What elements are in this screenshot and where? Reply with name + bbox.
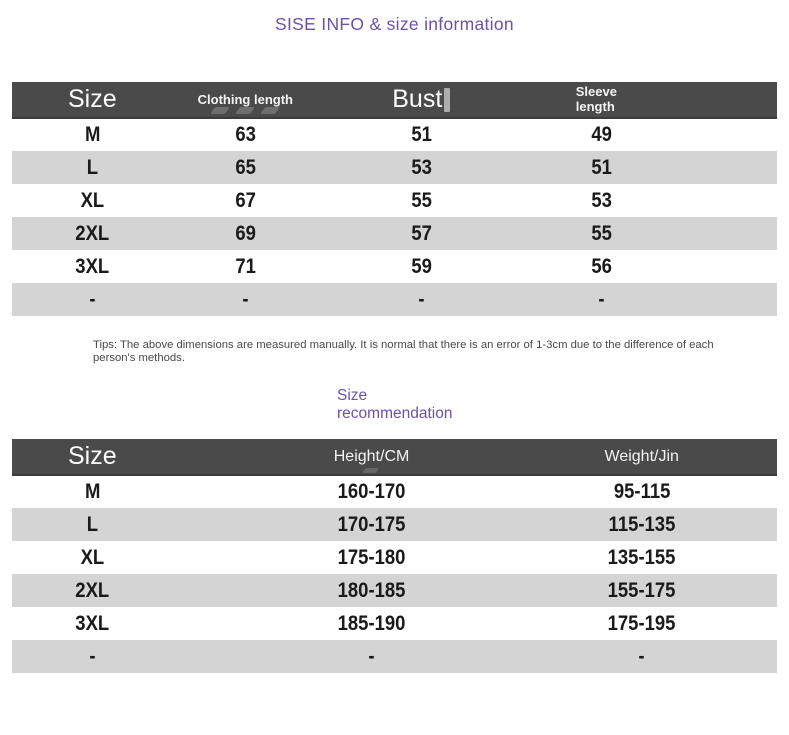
value-cell: 175-180 [337,545,406,569]
value-cell: 55 [591,221,613,245]
recommendation-table-header-size: Size [12,439,173,475]
value-cell: 185-190 [337,611,406,635]
size-cell: - [89,287,96,311]
value-cell: 95-115 [613,480,670,503]
value-cell: 71 [235,254,256,278]
table-row [12,151,777,184]
cursor-artifact [444,88,450,112]
size-cell: XL [80,545,105,569]
table-row [12,184,777,217]
recommendation-table-header-weight: Weight/Jin [570,439,777,475]
value-cell: 135-155 [607,545,676,569]
value-cell: 57 [410,221,432,245]
value-cell: - [242,287,249,311]
table-row [12,475,777,508]
value-cell: 155-175 [607,578,676,602]
value-cell: 115-135 [608,512,676,536]
table-row [12,217,777,250]
bust-label: Bust [392,85,443,113]
size-cell: 3XL [75,611,110,635]
recommendation-table [12,439,777,673]
size-table-header-sleeve-length [525,82,777,118]
value-cell: 51 [410,123,432,146]
size-cell: 3XL [75,254,110,278]
watermark-artifact [362,468,379,473]
recommendation-heading: Size recommendation [337,387,453,422]
table-row [12,250,777,283]
value-cell: 53 [410,155,432,179]
size-table [12,82,777,316]
height-label: Height/CM [333,447,410,465]
table-row [12,118,777,151]
value-cell: 59 [410,254,432,278]
recommendation-table-header-height [173,439,571,475]
table-row [12,607,777,640]
page-title: SISE INFO & size information [275,14,514,34]
value-cell: 175-195 [607,611,676,635]
size-cell: M [84,123,101,146]
value-cell: 63 [235,123,256,146]
tips-text: Tips: The above dimensions are measured manually. It is normal that there is an error of 1-3cm due to the difference of each person's methods. [93,339,714,364]
value-cell: 51 [591,155,613,179]
table-row [12,574,777,607]
recommendation-table-header-row [12,439,777,475]
size-table-header-clothing-length [173,82,318,118]
value-cell: 55 [410,188,432,212]
size-cell: XL [80,188,105,212]
size-table-header-row [12,82,777,118]
table-row [12,508,777,541]
value-cell: 160-170 [337,480,406,503]
value-cell: 180-185 [337,578,406,602]
value-cell: - [418,287,425,311]
value-cell: - [638,644,645,668]
value-cell: 65 [235,155,256,179]
size-cell: - [89,644,96,668]
value-cell: 67 [235,188,256,212]
table-row [12,283,777,316]
size-cell: L [86,155,98,179]
size-cell: 2XL [75,578,110,602]
sleeve-length-label: Sleeve length [575,83,617,114]
clothing-length-label: Clothing length [197,92,293,107]
value-cell: 170-175 [337,512,406,536]
value-cell: 56 [591,254,613,278]
value-cell: 69 [235,221,256,245]
value-cell: 49 [591,123,613,146]
table-row [12,541,777,574]
size-cell: 2XL [75,221,110,245]
watermark-artifact [208,107,283,114]
size-cell: L [86,512,98,536]
size-table-header-bust [318,82,525,118]
size-cell: M [84,480,101,503]
size-table-header-size: Size [12,82,173,118]
table-row [12,640,777,673]
value-cell: - [598,287,605,311]
value-cell: - [368,644,375,668]
value-cell: 53 [591,188,613,212]
